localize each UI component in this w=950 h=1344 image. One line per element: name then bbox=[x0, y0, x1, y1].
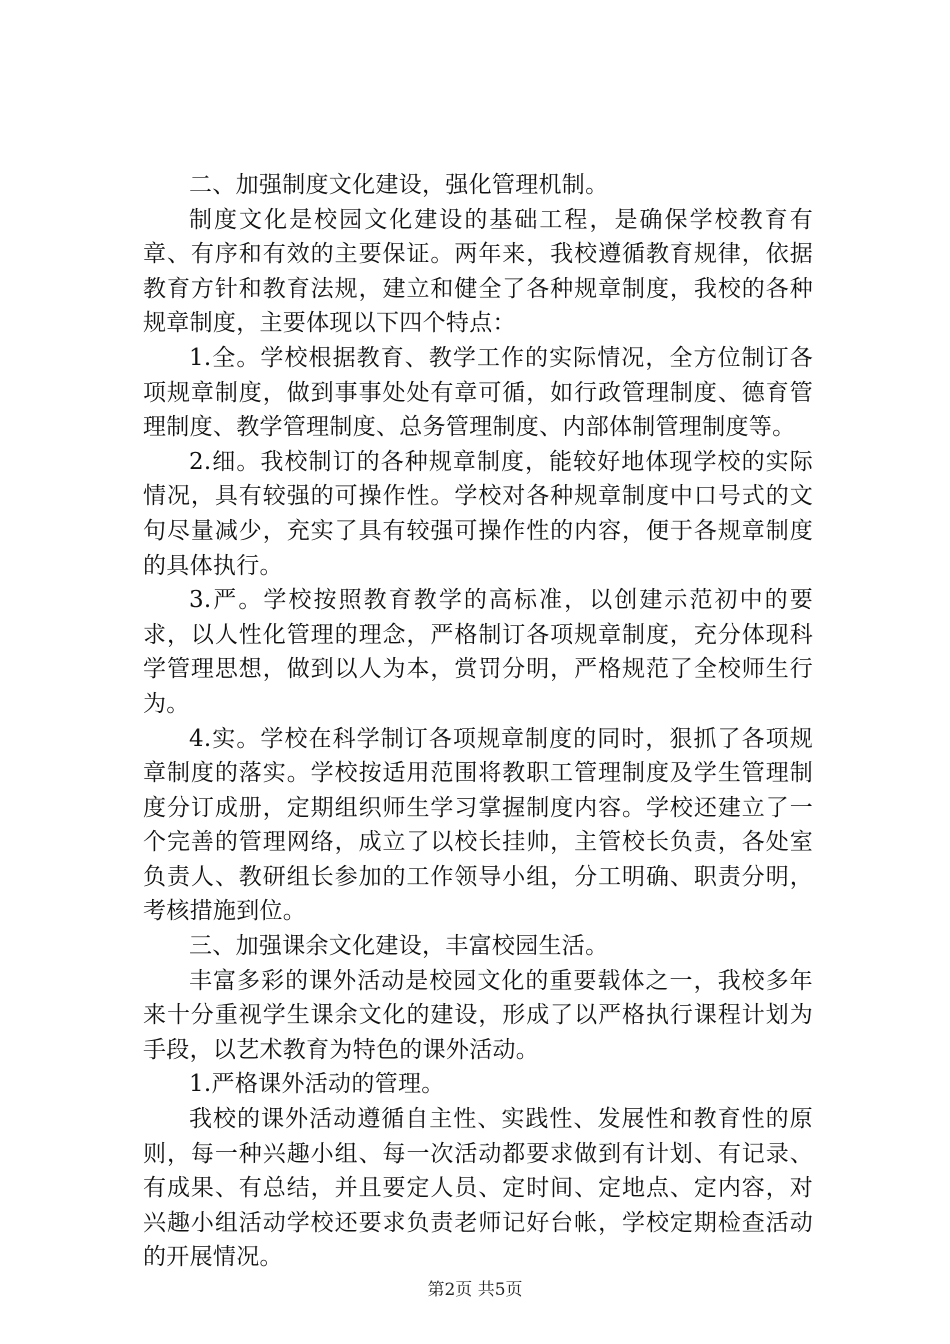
subheading-1: 1.严格课外活动的管理。 bbox=[189, 1071, 445, 1098]
body-paragraph: 丰富多彩的课外活动是校园文化的重要载体之一，我校多年来十分重视学生课余文化的建设，形成了以严格执行课程计划为手段，以艺术教育为特色的课外活动。 bbox=[143, 967, 813, 1063]
page-number: 第2页 共5页 bbox=[427, 1280, 523, 1300]
section-heading-3: 三、加强课余文化建设，丰富校园生活。 bbox=[189, 933, 609, 960]
section-heading-2: 二、加强制度文化建设，强化管理机制。 bbox=[189, 172, 609, 198]
document-body bbox=[143, 168, 813, 1275]
list-item-2: 2.细。我校制订的各种规章制度，能较好地体现学校的实际情况，具有较强的可操作性。学校对各种规章制度中口号式的文句尽量减少，充实了具有较强可操作性的内容，便于各规章制度的具体执行。 bbox=[143, 448, 813, 579]
body-paragraph: 制度文化是校园文化建设的基础工程，是确保学校教育有章、有序和有效的主要保证。两年来，我校遵循教育规律，依据教育方针和教育法规，建立和健全了各种规章制度，我校的各种规章制度，主要体现以下四个特点： bbox=[143, 206, 813, 337]
list-item-4: 4.实。学校在科学制订各项规章制度的同时，狠抓了各项规章制度的落实。学校按适用范围将教职工管理制度及学生管理制度分订成册，定期组织师生学习掌握制度内容。学校还建立了一个完善的管理网络，成立了以校长挂帅，主管校长负责，各处室负责人、教研组长参加的工作领导小组，分工明确、职责分明，考核措施到位。 bbox=[143, 725, 813, 925]
list-item-1: 1.全。学校根据教育、教学工作的实际情况，全方位制订各项规章制度，做到事事处处有章可循，如行政管理制度、德育管理制度、教学管理制度、总务管理制度、内部体制管理制度等。 bbox=[143, 344, 813, 441]
list-item-3: 3.严。学校按照教育教学的高标准，以创建示范初中的要求，以人性化管理的理念，严格制订各项规章制度，充分体现科学管理思想，做到以人为本，赏罚分明，严格规范了全校师生行为。 bbox=[143, 587, 813, 717]
body-paragraph: 我校的课外活动遵循自主性、实践性、发展性和教育性的原则，每一种兴趣小组、每一次活动都要求做到有计划、有记录、有成果、有总结，并且要定人员、定时间、定地点、定内容，对兴趣小组活动学校还要求负责老师记好台帐，学校定期检查活动的开展情况。 bbox=[143, 1106, 813, 1271]
page-footer bbox=[0, 1275, 950, 1300]
